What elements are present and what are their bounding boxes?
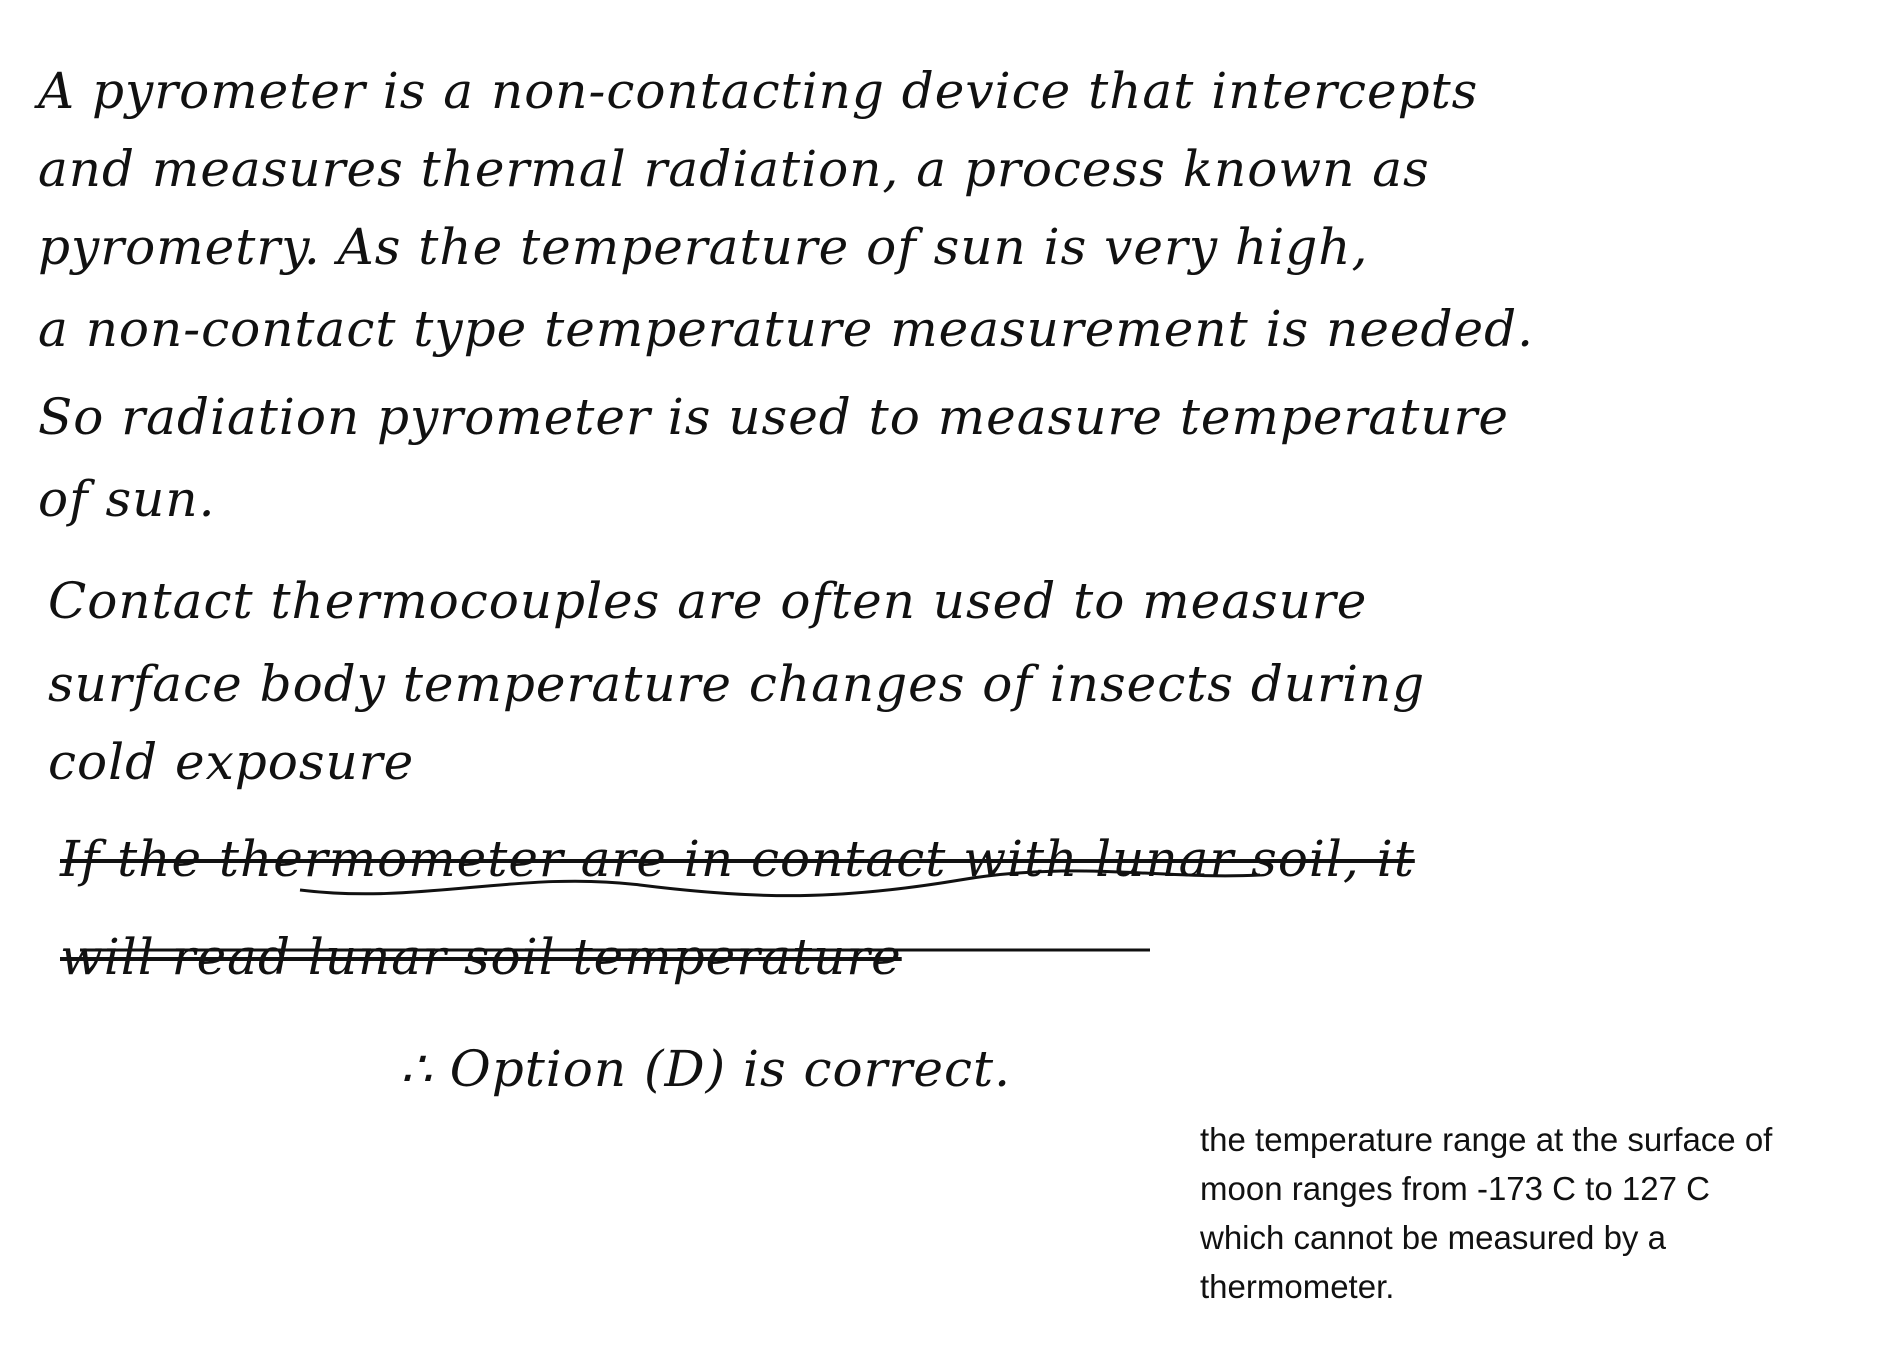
- struck-text-line: If the thermometer are in contact with lunar soil, it: [60, 830, 1415, 888]
- text-line: A pyrometer is a non-contacting device that intercepts: [38, 62, 1479, 120]
- text-line: and measures thermal radiation, a process known as: [38, 140, 1430, 198]
- text-line: of sun.: [38, 470, 216, 528]
- typed-note-line: the temperature range at the surface of: [1200, 1121, 1773, 1158]
- conclusion-line: ∴ Option (D) is correct.: [400, 1040, 1012, 1098]
- typed-note-line: which cannot be measured by a: [1200, 1219, 1666, 1256]
- text-line: So radiation pyrometer is used to measure temperature: [38, 388, 1510, 446]
- text-line: surface body temperature changes of insects during: [48, 655, 1426, 713]
- typed-note-line: moon ranges from -173 C to 127 C: [1200, 1170, 1710, 1207]
- typed-note-line: thermometer.: [1200, 1268, 1395, 1305]
- struck-text-line: will read lunar soil temperature: [60, 928, 902, 986]
- text-line: cold exposure: [48, 733, 415, 791]
- text-line: Contact thermocouples are often used to measure: [48, 572, 1368, 630]
- text-line: pyrometry. As the temperature of sun is very high,: [38, 218, 1369, 276]
- text-line: a non-contact type temperature measurement is needed.: [38, 300, 1534, 358]
